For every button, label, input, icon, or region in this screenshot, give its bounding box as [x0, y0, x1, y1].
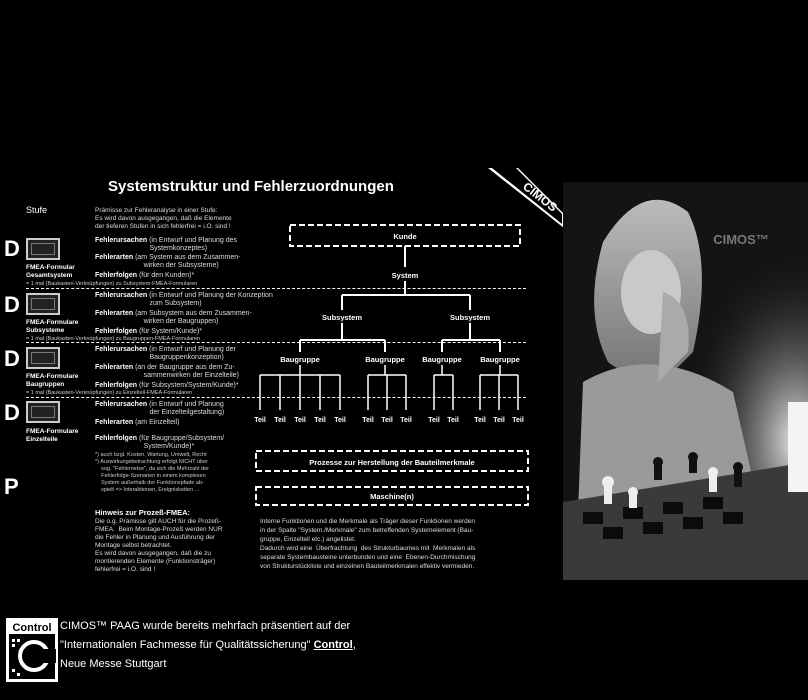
fehler-row: Fehlerfolgen (für Subsystem/System/Kunde)*	[95, 382, 239, 389]
level-label: FMEA-Formular Gesamtsystem	[26, 264, 75, 279]
level-letter-d-2: D	[4, 292, 20, 317]
tree-node-teil: Teil	[493, 417, 505, 424]
hint-text: Die o.g. Prämisse gilt AUCH für die Prozeß- FMEA. Beim Montage-Prozeß werden NUR die Fehler in Planung und Ausführung der Montage selbst betrachtet. Es wird davon ausgegangen, daß die zu montierenden Elemente (Funktionsträger) fehlerfrei = i.O. sind !	[95, 518, 223, 573]
fehler-row: Fehlerarten (am Subsystem aus dem Zusammen- wirken der Baugruppen)	[95, 310, 252, 325]
fehler-row: Fehlerfolgen (für System/Kunde)*	[95, 328, 202, 335]
fehler-row: Fehlerfolgen (für den Kunden)*	[95, 272, 195, 279]
level-letter-p: P	[4, 474, 19, 499]
monitor-icon	[26, 347, 60, 369]
structure-note: Interne Funktionen und die Merkmale als Träger dieser Funktionen werden in der Spalte "System./Merkmale" zum betreffenden Systemelement (Bau- gruppe, Einzelteil etc.) angelistet. Dadurch wird eine Überfrachtung des Strukturbaumes mit Merkmalen als separate Systembausteine unterbunden und eine Ebenen-Durchmischung von Strukturstückliste und einzelnen Bauteilmerkmalen effektiv vermieden.	[260, 518, 476, 570]
premise-text: Prämisse zur Fehleranalyse in einer Stufe: Es wird davon ausgegangen, daß die Elemente der tieferen Stufen in sich fehlerfrei = i.O. sind !	[95, 207, 232, 230]
stufe-heading: Stufe	[26, 205, 48, 215]
chess-player-photo	[563, 182, 808, 580]
fehler-row: Fehlerarten (an der Baugruppe aus dem Zu- sammenwirken der Einzelteile)	[95, 364, 239, 379]
tree-node-teil: Teil	[274, 417, 286, 424]
level-letter-d-4: D	[4, 400, 20, 425]
level-label: FMEA-Formulare Einzelteile	[26, 428, 79, 443]
svg-text:Control: Control	[12, 622, 52, 634]
hint-heading: Hinweis zur Prozeß-FMEA:	[95, 508, 191, 517]
tree-node-teil: Teil	[381, 417, 393, 424]
level-note: = 1 mal (Baukasten-Verknüpfungen) zu Einzelteil-FMEA-Formularen	[26, 390, 193, 396]
tree-node-maschinen: Maschine(n)	[370, 492, 414, 501]
tree-node-teil: Teil	[474, 417, 486, 424]
tree-node-teil: Teil	[314, 417, 326, 424]
fehler-row: Fehlerarten (am System aus dem Zusammen- wirken der Subsysteme)	[95, 254, 241, 269]
tree-node-teil: Teil	[447, 417, 459, 424]
footer-line-1: CIMOS™ PAAG wurde bereits mehrfach präsentiert auf der	[60, 620, 351, 632]
tree-node-kunde: Kunde	[393, 232, 417, 241]
monitor-icon	[26, 401, 60, 423]
tree-node-teil: Teil	[334, 417, 346, 424]
tree-node-teil: Teil	[400, 417, 412, 424]
tree-node-prozesse: Prozesse zur Herstellung der Bauteilmerkmale	[309, 458, 475, 467]
control-link[interactable]: Control	[313, 639, 353, 651]
level-note: = 1 mal (Baukasten-Verknüpfungen) zu Subsystem-FMEA-Formularen	[26, 281, 198, 287]
tree-node-teil: Teil	[512, 417, 524, 424]
level-label: FMEA-Formulare Baugruppen	[26, 373, 79, 388]
footnotes: *) auch bzgl. Kosten, Wartung, Umwelt, Recht *) Auswirkungsbetrachtung erfolgt NICHT über sog. "Fehlernetze", da sich die Mehrzahl der Fehlerfolge-Szenarien in einem komplexen System außerhalb der Funktionspfade ab- spielt => Interaktionen, Ereignisketten ...	[95, 452, 209, 493]
system-tree	[250, 215, 540, 515]
monitor-icon	[26, 293, 60, 315]
tree-node-subsystem: Subsystem	[321, 313, 363, 322]
tree-node-teil: Teil	[362, 417, 374, 424]
tree-node-baugruppe: Baugruppe	[365, 355, 405, 364]
control-logo	[6, 618, 58, 682]
tree-node-system: System	[391, 271, 419, 280]
footer-line-2: "Internationalen Fachmesse für Qualitätssicherung" Control,	[60, 639, 356, 651]
monitor-icon	[26, 238, 60, 260]
fehler-row: Fehlerursachen (in Entwurf und Planung der Einzelteilgestaltung)	[95, 401, 225, 416]
tree-node-teil: Teil	[428, 417, 440, 424]
level-note: = 1 mal (Baukasten-Verknüpfungen) zu Baugruppen-FMEA-Formularen	[26, 336, 201, 342]
tree-node-baugruppe: Baugruppe	[480, 355, 520, 364]
fehler-row: Fehlerfolgen (für Baugruppe/Subsystem/ System/Kunde)*	[95, 435, 225, 450]
level-letter-d-3: D	[4, 346, 20, 371]
level-letter-d-1: D	[4, 236, 20, 261]
tree-node-baugruppe: Baugruppe	[422, 355, 462, 364]
level-label: FMEA-Formulare Subsysteme	[26, 319, 79, 334]
photo-watermark: CIMOS™	[713, 232, 769, 247]
tree-node-baugruppe: Baugruppe	[280, 355, 320, 364]
fehler-row: Fehlerarten (am Einzelteil)	[95, 419, 180, 426]
footer-line-3: Neue Messe Stuttgart	[60, 658, 167, 670]
fehler-row: Fehlerursachen (in Entwurf und Planung der Baugruppenkonzeption)	[95, 346, 236, 361]
tree-node-teil: Teil	[294, 417, 306, 424]
fehler-row: Fehlerursachen (in Entwurf und Planung der Konzeption zum Subsystem)	[95, 292, 273, 307]
tree-node-subsystem: Subsystem	[449, 313, 491, 322]
fehler-row: Fehlerursachen (in Entwurf und Planung des Systemkonzeptes)	[95, 237, 238, 252]
svg-text:CIMOS: CIMOS	[520, 179, 560, 215]
diagram-title: Systemstruktur und Fehlerzuordnungen	[108, 178, 394, 195]
tree-node-teil: Teil	[254, 417, 266, 424]
